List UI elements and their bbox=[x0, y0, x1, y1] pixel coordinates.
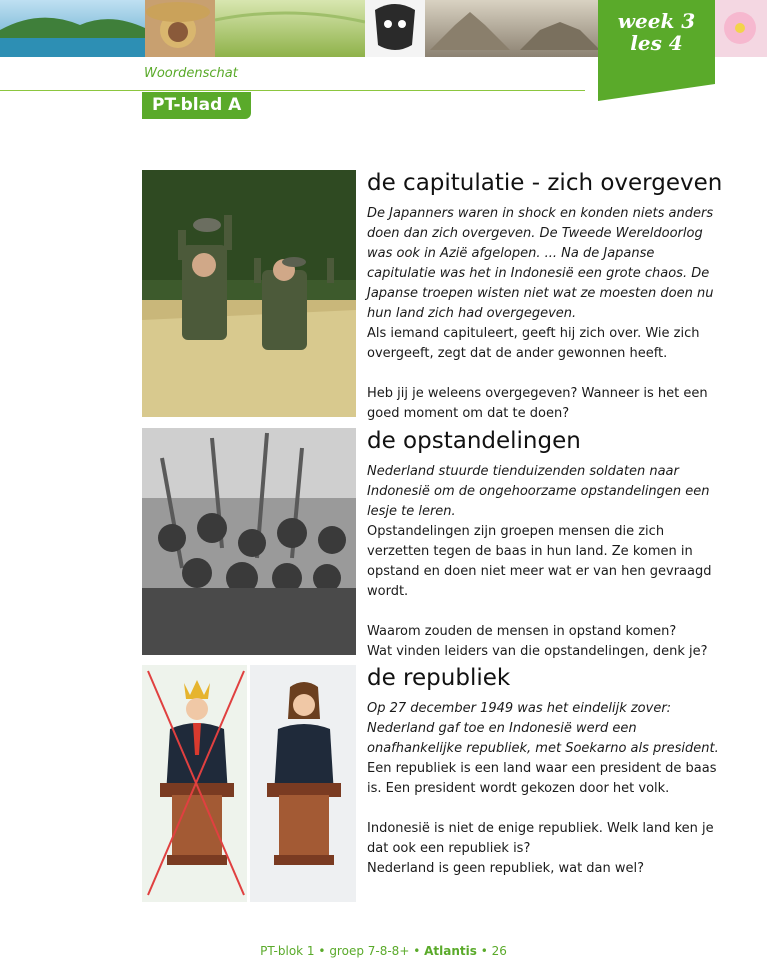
entry-quote: Op 27 december 1949 was het eindelijk zover: Nederland gaf toe en Indonesië werd een onafhankelijke republiek, met Soekarno als president. bbox=[367, 701, 719, 756]
footer-publisher: Atlantis bbox=[424, 944, 477, 958]
entry-question: Indonesië is niet de enige republiek. Welk land ken je dat ook een republiek is? bbox=[367, 821, 714, 856]
footer-separator: • bbox=[318, 944, 330, 958]
entry-definition: Opstandelingen zijn groepen mensen die zich verzetten tegen de baas in hun land. Ze komen in opstand en doen niet meer wat er van hen gevraagd wordt. bbox=[367, 524, 712, 599]
footer-group: groep 7-8-8+ bbox=[329, 944, 410, 958]
rebels-crowd-photo bbox=[142, 428, 356, 655]
entry-question: Wat vinden leiders van die opstandelingen, denk je? bbox=[367, 644, 708, 659]
entry-title: de opstandelingen bbox=[367, 428, 581, 454]
entry-question: Nederland is geen republiek, wat dan wel? bbox=[367, 861, 645, 876]
entry-title: de republiek bbox=[367, 665, 511, 691]
lesson-label: les 4 bbox=[630, 31, 683, 55]
week-lesson-tag bbox=[598, 0, 715, 101]
entry-definition: Als iemand capituleert, geeft hij zich over. Wie zich overgeeft, zegt dat de ander gewonnen heeft. bbox=[367, 326, 700, 361]
entry-question: Heb jij je weleens overgegeven? Wanneer is het een goed moment om dat te doen? bbox=[367, 386, 708, 421]
entry-opstandelingen bbox=[367, 426, 727, 662]
soldiers-surrendering-photo bbox=[142, 170, 356, 417]
entry-quote: De Japanners waren in shock en konden niets anders doen dan zich overgeven. De Tweede Wereldoorlog was ook in Azië afgelopen. ... Na de Japanse capitulatie was het in Indonesië een grote chaos. De Japanse troepen wisten niet wat ze moesten doen nu hun land zich had overgegeven. bbox=[367, 206, 714, 321]
entry-question: Waarom zouden de mensen in opstand komen? bbox=[367, 624, 677, 639]
header-divider bbox=[0, 90, 585, 91]
entry-capitulatie bbox=[367, 168, 727, 424]
footer-separator: • bbox=[480, 944, 492, 958]
entry-republiek bbox=[367, 663, 727, 879]
footer-block: PT-blok 1 bbox=[260, 944, 315, 958]
entry-quote: Nederland stuurde tienduizenden soldaten naar Indonesië om de ongehoorzame opstandelingen een lesje te leren. bbox=[367, 464, 710, 519]
footer-separator: • bbox=[413, 944, 425, 958]
page-footer bbox=[0, 944, 767, 958]
week-label: week 3 bbox=[617, 9, 696, 33]
sheet-badge: PT-blad A bbox=[142, 92, 251, 119]
section-label: Woordenschat bbox=[144, 66, 238, 81]
entry-title: de capitulatie - zich overgeven bbox=[367, 170, 723, 196]
entry-definition: Een republiek is een land waar een president de baas is. Een president wordt gekozen door het volk. bbox=[367, 761, 717, 796]
king-crossed-out-president-illustration bbox=[142, 665, 356, 902]
page-number: 26 bbox=[491, 944, 507, 958]
